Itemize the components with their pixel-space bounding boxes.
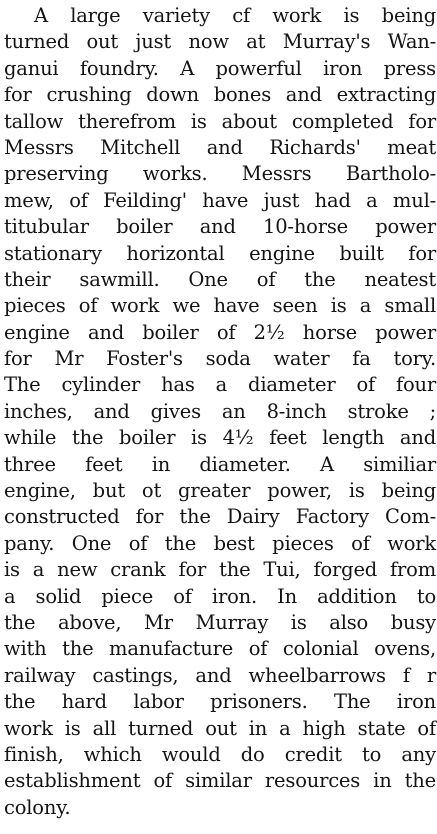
article-line: for crushing down bones and extracting [4,83,436,107]
article-line: turned out just now at Murray's Wan- [4,30,436,54]
article-line: with the manufacture of colonial ovens, [4,637,436,661]
article-line: ganui foundry. A powerful iron press [4,56,436,80]
article-line: The cylinder has a diameter of four [4,373,436,397]
article-line: inches, and gives an 8-inch stroke ; [4,399,436,423]
article-line: pany. One of the best pieces of work [4,531,436,555]
article-line: Messrs Mitchell and Richards' meat [4,135,436,159]
article-line: constructed for the Dairy Factory Com- [4,505,436,529]
article-line: preserving works. Messrs Bartholo- [4,162,436,186]
article-line: a solid piece of iron. In addition to [4,584,436,608]
article-line: work is all turned out in a high state of [4,716,436,740]
article-line: the above, Mr Murray is also busy [4,610,436,634]
article-line: establishment of similar resources in the [4,769,436,793]
article-line: titubular boiler and 10-horse power [4,215,436,239]
article-line: colony. [4,795,71,819]
article-line: engine, but ot greater power, is being [4,479,436,503]
article-line: is a new crank for the Tui, forged from [4,558,436,582]
newspaper-article [4,3,436,821]
article-line: finish, which would do credit to any [4,742,436,766]
article-line: stationary horizontal engine built for [4,241,436,265]
article-line: the hard labor prisoners. The iron [4,690,436,714]
article-line: for Mr Foster's soda water fa tory. [4,347,436,371]
article-line: A large variety cf work is being [34,4,436,27]
article-line: railway castings, and wheelbarrows f r [4,663,436,687]
article-line: pieces of work we have seen is a small [4,294,436,318]
article-line: three feet in diameter. A similiar [4,452,436,476]
article-line: their sawmill. One of the neatest [4,267,436,291]
article-line: tallow therefrom is about completed for [4,109,436,133]
article-line: engine and boiler of 2½ horse power [4,320,436,344]
article-line: mew, of Feilding' have just had a mul- [4,188,436,212]
article-line: while the boiler is 4½ feet length and [4,426,436,450]
